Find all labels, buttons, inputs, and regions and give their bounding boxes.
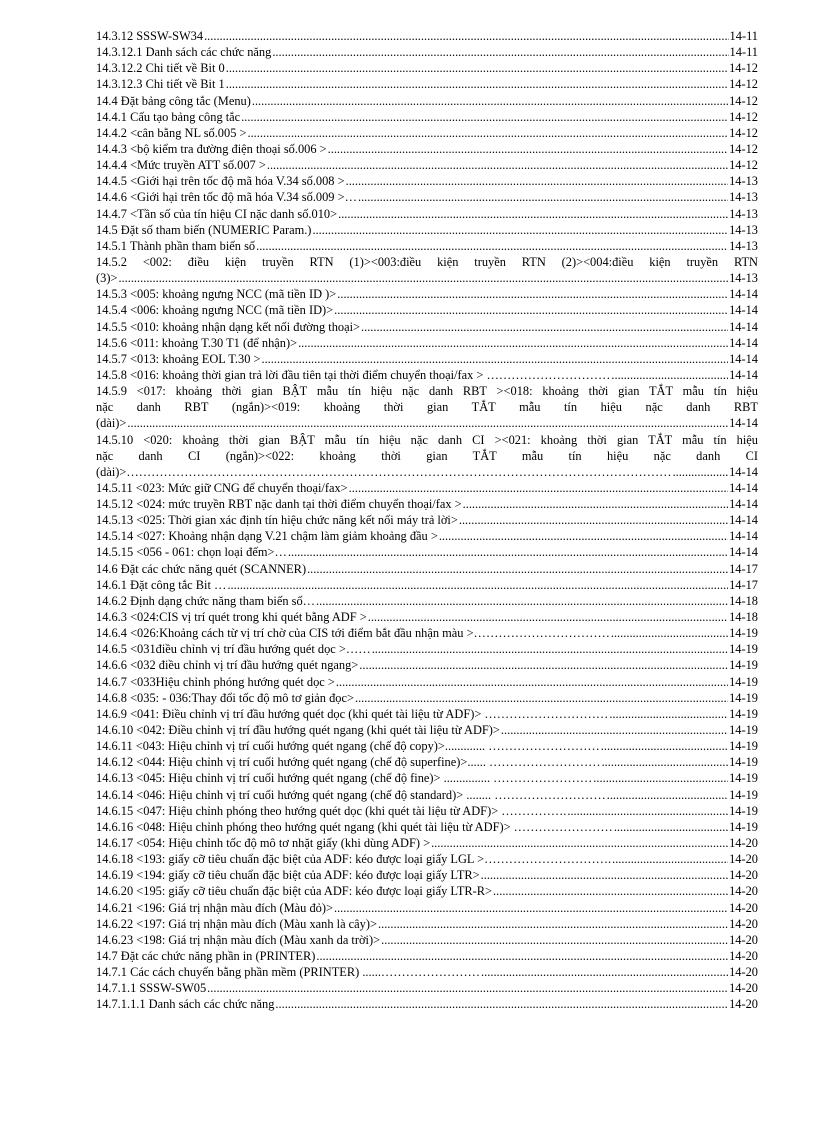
toc-entry-title: 14.6.1 Đặt công tắc Bit …	[96, 577, 227, 592]
toc-leader-dots	[336, 674, 728, 690]
toc-entry-title: 14.6.17 <054: Hiệu chỉnh tốc độ mô tơ nhặt giấy (khi dùng ADF) >	[96, 836, 431, 851]
toc-entry-page-number: 14-20	[729, 997, 758, 1012]
toc-entry[interactable]	[96, 980, 758, 996]
toc-entry[interactable]	[96, 528, 758, 544]
toc-entry[interactable]	[96, 125, 758, 141]
toc-leader-dots	[256, 238, 728, 254]
toc-leader-dots	[459, 512, 728, 528]
toc-entry-page-number: 14-13	[729, 206, 758, 221]
toc-entry[interactable]	[96, 948, 758, 964]
toc-leader-dots	[118, 270, 728, 286]
toc-entry-title: 14.4.3 <bộ kiểm tra đường điện thoại số.006 >	[96, 141, 327, 156]
toc-entry-page-number: 14-14	[729, 335, 758, 350]
toc-entry-title: 14.6.4 <026:Khoảng cách từ vị trí chờ của CIS tới điểm bắt đầu nhận màu >……………………………	[96, 626, 610, 641]
toc-entry-title: 14.5.4 <006: khoảng ngưng NCC (mã tiền ID)>	[96, 303, 334, 318]
toc-entry-title: 14.4.2 <cân bằng NL số.005 >	[96, 125, 247, 140]
toc-entry[interactable]	[96, 770, 758, 786]
toc-entry-title: 14.6.3 <024:CIS vị trí quét trong khi quét bằng ADF >	[96, 610, 367, 625]
toc-entry-page-number: 14-14	[729, 287, 758, 302]
toc-entry-title: 14.6.9 <041: Điều chỉnh vị trí đầu hướng quét dọc (khi quét tài liệu từ ADF)> …………………………	[96, 706, 609, 721]
toc-entry[interactable]	[96, 561, 758, 577]
toc-entry-title: 14.5.15 <056 - 061: chọn loại đếm>…	[96, 545, 287, 560]
toc-entry[interactable]	[96, 44, 758, 60]
toc-leader-dots	[316, 948, 728, 964]
toc-leader-dots	[252, 93, 728, 109]
toc-entry[interactable]	[96, 883, 758, 899]
toc-entry-continued-line: 14.5.10 <020: khoảng thời gian BẬT mẫu tín hiệu nặc danh CI ><021: khoảng thời gian TẮT mẫu tín hiệu	[96, 432, 758, 447]
toc-entry[interactable]	[96, 93, 758, 109]
toc-entry[interactable]	[96, 157, 758, 173]
toc-leader-dots	[358, 189, 728, 205]
toc-entry-continued-line: nặc danh RBT (ngắn)><019: khoảng thời gian TẮT mẫu tín hiệu nặc danh RBT	[96, 400, 758, 415]
toc-entry[interactable]	[96, 480, 758, 496]
toc-entry-title: 14.6.16 <048: Hiệu chỉnh phóng theo hướng quét ngang (khi quét tài liệu từ ADF)> ……………………	[96, 819, 613, 834]
toc-entry-title: 14.4.7 <Tần số của tín hiệu CI nặc danh số.010>	[96, 206, 338, 221]
toc-entry-title: 14.7.1 Các cách chuyển bằng phần mềm (PRINTER) ......……………………	[96, 965, 481, 980]
toc-leader-dots	[204, 28, 728, 44]
toc-entry-page-number: 14-20	[729, 852, 758, 867]
toc-leader-dots	[567, 803, 728, 819]
toc-entry-page-number: 14-19	[729, 787, 758, 802]
toc-leader-dots	[227, 577, 728, 593]
toc-entry-page-number: 14-19	[729, 658, 758, 673]
toc-leader-dots	[346, 173, 728, 189]
toc-entry[interactable]	[96, 60, 758, 76]
toc-entry-page-number: 14-19	[729, 739, 758, 754]
toc-leader-dots	[337, 286, 728, 302]
toc-leader-dots	[612, 851, 728, 867]
toc-entry-title: 14.5.12 <024: mức truyền RBT nặc danh tại thời điểm chuyển thoại/fax >	[96, 497, 462, 512]
toc-entry[interactable]	[96, 189, 758, 205]
toc-leader-dots	[267, 157, 728, 173]
toc-leader-dots	[463, 496, 728, 512]
toc-leader-dots	[355, 690, 728, 706]
toc-entry-title: 14.6.8 <035: - 036:Thay đổi tốc độ mô tơ giản đọc>	[96, 690, 354, 705]
toc-entry[interactable]	[96, 367, 758, 383]
toc-leader-dots	[378, 916, 728, 932]
toc-leader-dots	[226, 60, 728, 76]
toc-entry-page-number: 14-12	[729, 158, 758, 173]
toc-entry-page-number: 14-20	[729, 836, 758, 851]
toc-entry[interactable]	[96, 28, 758, 44]
toc-entry[interactable]	[96, 577, 758, 593]
toc-entry[interactable]	[96, 286, 758, 302]
toc-leader-dots	[431, 835, 728, 851]
toc-entry-page-number: 14-18	[729, 593, 758, 608]
toc-entry-title: 14.6.2 Định dạng chức năng tham biến số…	[96, 593, 316, 608]
toc-entry-title: 14.5.13 <025: Thời gian xác định tín hiệu chức năng kết nối máy trả lời>	[96, 513, 458, 528]
toc-entry-page-number: 14-14	[729, 303, 758, 318]
toc-entry-page-number: 14-19	[729, 706, 758, 721]
toc-leader-dots	[611, 367, 728, 383]
toc-entry[interactable]	[96, 609, 758, 625]
toc-entry-page-number: 14-12	[729, 141, 758, 156]
toc-entry-page-number: 14-12	[729, 93, 758, 108]
toc-entry[interactable]	[96, 141, 758, 157]
toc-entry-title: 14.7.1.1.1 Danh sách các chức năng	[96, 997, 275, 1012]
toc-entry-page-number: 14-20	[729, 932, 758, 947]
toc-entry-title: 14.5.3 <005: khoảng ngưng NCC (mã tiền ID )>	[96, 287, 337, 302]
toc-entry-page-number: 14-14	[729, 351, 758, 366]
toc-leader-dots	[368, 609, 728, 625]
toc-entry[interactable]	[96, 351, 758, 367]
toc-entry-title: 14.7 Đặt các chức năng phần in (PRINTER)	[96, 949, 316, 963]
toc-entry[interactable]	[96, 722, 758, 738]
toc-entry-page-number: 14-14	[729, 513, 758, 528]
toc-entry-title: 14.6.18 <193: giấy cỡ tiêu chuẩn đặc biệt của ADF: kéo được loại giấy LGL >………………………….	[96, 852, 612, 867]
toc-leader-dots	[207, 980, 728, 996]
toc-entry[interactable]	[96, 803, 758, 819]
toc-entry[interactable]	[96, 851, 758, 867]
toc-leader-dots	[601, 738, 728, 754]
toc-entry[interactable]	[96, 738, 758, 754]
toc-entry[interactable]	[96, 270, 758, 286]
toc-entry-title: 14.5.5 <010: khoảng nhận dạng kết nối đường thoại>	[96, 319, 361, 334]
toc-entry-continued-line: 14.5.9 <017: khoảng thời gian BẬT mẫu tín hiệu nặc danh RBT ><018: khoảng thời gian TẮT mẫu tín hiệu	[96, 384, 758, 399]
toc-entry[interactable]	[96, 900, 758, 916]
toc-entry[interactable]	[96, 964, 758, 980]
toc-leader-dots	[334, 900, 728, 916]
toc-leader-dots	[226, 76, 728, 92]
toc-entry-title: 14.6 Đặt các chức năng quét (SCANNER)	[96, 561, 307, 576]
toc-entry[interactable]	[96, 206, 758, 222]
table-of-contents	[96, 28, 758, 1013]
toc-entry[interactable]	[96, 706, 758, 722]
toc-entry-page-number: 14-14	[729, 529, 758, 544]
toc-entry-title: 14.6.15 <047: Hiệu chỉnh phóng theo hướng quét dọc (khi quét tài liệu từ ADF)> …………….	[96, 803, 567, 818]
toc-entry[interactable]	[96, 690, 758, 706]
toc-entry[interactable]	[96, 787, 758, 803]
toc-entry-page-number: 14-14	[729, 367, 758, 382]
toc-entry-title: 14.4.6 <Giới hại trên tốc độ mã hóa V.34 số.009 >…	[96, 190, 357, 205]
toc-entry[interactable]	[96, 415, 758, 431]
toc-entry-continued-line: nặc danh CI (ngắn)><022: khoảng thời gian TẮT mẫu tín hiệu nặc danh CI	[96, 448, 758, 463]
toc-entry-title: 14.6.11 <043: Hiệu chỉnh vị trí cuối hướng quét ngang (chế độ copy)>............. ………………………	[96, 739, 600, 754]
toc-entry-page-number: 14-12	[729, 77, 758, 92]
toc-entry-title: 14.4.4 <Mức truyền ATT số.007 >	[96, 158, 266, 173]
toc-entry-page-number: 14-14	[729, 545, 758, 560]
toc-entry-title: 14.5.7 <013: khoảng EOL T.30 >	[96, 351, 261, 366]
toc-entry-title: 14.6.20 <195: giấy cỡ tiêu chuẩn đặc biệt của ADF: kéo được loại giấy LTR-R>	[96, 884, 493, 899]
toc-entry[interactable]	[96, 464, 758, 480]
toc-leader-dots	[361, 319, 728, 335]
toc-entry-continued-line: 14.5.2 <002: điều kiện truyền RTN (1)><003:điều kiện truyền RTN (2)><004:điều kiện truyền RTN	[96, 254, 758, 269]
toc-entry[interactable]	[96, 335, 758, 351]
toc-entry-page-number: 14-19	[729, 626, 758, 641]
toc-entry-page-number: 14-13	[729, 222, 758, 237]
toc-entry-title: 14.6.6 <032 điều chỉnh vị trí đầu hướng quét ngang>	[96, 658, 359, 673]
toc-entry-page-number: 14-19	[729, 755, 758, 770]
toc-entry-title: 14.6.14 <046: Hiệu chỉnh vị trí cuối hướng quét ngang (chế độ standard)> ........ ………………………	[96, 787, 606, 802]
toc-entry-page-number: 14-19	[729, 771, 758, 786]
toc-leader-dots	[298, 335, 728, 351]
toc-leader-dots	[316, 593, 728, 609]
toc-entry-page-number: 14-20	[729, 868, 758, 883]
toc-entry-title: 14.5.1 Thành phần tham biến số	[96, 238, 256, 253]
toc-entry-title: 14.4.5 <Giới hại trên tốc độ mã hóa V.34 số.008 >	[96, 174, 345, 189]
toc-entry-title: 14.4.1 Cấu tạo bảng công tắc	[96, 109, 241, 124]
toc-entry-title: 14.6.23 <198: Giá trị nhận màu đích (Màu xanh da trời)>	[96, 932, 381, 947]
toc-entry-title: 14.6.5 <031điều chỉnh vị trí đầu hướng quét dọc >……	[96, 642, 371, 657]
toc-entry[interactable]	[96, 641, 758, 657]
toc-leader-dots	[288, 545, 728, 561]
toc-entry[interactable]	[96, 916, 758, 932]
toc-entry[interactable]	[96, 754, 758, 770]
toc-entry-title: (dài)>	[96, 416, 127, 431]
toc-entry-page-number: 14-20	[729, 900, 758, 915]
toc-entry[interactable]	[96, 173, 758, 189]
toc-leader-dots	[602, 754, 729, 770]
toc-leader-dots	[241, 109, 728, 125]
toc-entry[interactable]	[96, 76, 758, 92]
toc-entry-page-number: 14-14	[729, 497, 758, 512]
toc-entry-page-number: 14-19	[729, 642, 758, 657]
toc-entry[interactable]	[96, 302, 758, 318]
toc-entry-page-number: 14-17	[729, 561, 758, 576]
toc-entry[interactable]	[96, 512, 758, 528]
toc-entry[interactable]	[96, 657, 758, 673]
toc-leader-dots	[312, 222, 728, 238]
toc-entry-page-number: 14-20	[729, 965, 758, 980]
toc-leader-dots	[607, 787, 728, 803]
toc-entry-title: 14.6.19 <194: giấy cỡ tiêu chuẩn đặc biệt của ADF: kéo được loại giấy LTR>	[96, 868, 480, 883]
toc-entry[interactable]	[96, 835, 758, 851]
toc-entry-page-number: 14-19	[729, 723, 758, 738]
toc-leader-dots	[611, 625, 728, 641]
toc-leader-dots	[481, 964, 728, 980]
toc-leader-dots	[372, 641, 728, 657]
toc-entry-page-number: 14-19	[729, 674, 758, 689]
toc-leader-dots	[493, 883, 728, 899]
toc-entry-page-number: 14-19	[729, 803, 758, 818]
toc-entry-title: 14.5 Đặt số tham biến (NUMERIC Param.)	[96, 222, 312, 237]
toc-entry-title: 14.3.12.2 Chi tiết về Bit 0	[96, 61, 225, 76]
toc-leader-dots	[272, 44, 728, 60]
toc-entry-page-number: 14-13	[729, 271, 758, 286]
toc-entry-page-number: 14-11	[729, 45, 758, 60]
toc-entry-title: 14.3.12.1 Danh sách các chức năng	[96, 45, 272, 60]
toc-entry-title: 14.6.22 <197: Giá trị nhận màu đích (Màu xanh là cây)>	[96, 916, 377, 931]
toc-leader-dots	[275, 996, 728, 1012]
toc-entry-title: 14.5.11 <023: Mức giữ CNG để chuyển thoại/fax>	[96, 480, 348, 495]
toc-entry-page-number: 14-17	[729, 577, 758, 592]
toc-entry-page-number: 14-13	[729, 190, 758, 205]
toc-leader-dots	[338, 206, 728, 222]
toc-leader-dots	[501, 722, 728, 738]
toc-entry-title: 14.6.13 <045: Hiệu chỉnh vị trí cuối hướng quét ngang (chế độ fine)> ............... ……………………	[96, 771, 593, 786]
toc-entry-page-number: 14-14	[729, 319, 758, 334]
toc-leader-dots	[673, 464, 729, 480]
toc-entry-page-number: 14-19	[729, 690, 758, 705]
toc-entry-title: 14.6.12 <044: Hiệu chỉnh vị trí cuối hướng quét ngang (chế độ superfine)>...... ………………………	[96, 755, 601, 770]
toc-entry-page-number: 14-20	[729, 916, 758, 931]
toc-entry[interactable]	[96, 319, 758, 335]
toc-entry-page-number: 14-18	[729, 610, 758, 625]
toc-entry-title: 14.5.8 <016: khoảng thời gian trả lời đầu tiên tại thời điểm chuyển thoại/fax > …………………………	[96, 367, 611, 382]
toc-entry-title: (3)>	[96, 271, 118, 286]
toc-entry-page-number: 14-12	[729, 109, 758, 124]
toc-entry-page-number: 14-11	[729, 28, 758, 43]
toc-leader-dots	[381, 932, 728, 948]
toc-entry[interactable]	[96, 867, 758, 883]
toc-entry-page-number: 14-20	[729, 884, 758, 899]
toc-entry-page-number: 14-12	[729, 125, 758, 140]
toc-entry[interactable]	[96, 496, 758, 512]
toc-entry-title: 14.6.21 <196: Giá trị nhận màu đích (Màu đỏ)>	[96, 900, 333, 915]
toc-entry-page-number: 14-13	[729, 238, 758, 253]
toc-entry-page-number: 14-14	[729, 464, 758, 479]
toc-leader-dots	[328, 141, 728, 157]
toc-leader-dots	[349, 480, 728, 496]
toc-entry[interactable]	[96, 625, 758, 641]
toc-entry-title: 14.5.14 <027: Khoảng nhận dạng V.21 chậm làm giảm khoảng đầu >	[96, 529, 438, 544]
toc-leader-dots	[614, 819, 728, 835]
toc-leader-dots	[307, 561, 728, 577]
toc-entry-title: 14.6.7 <033Hiệu chỉnh phóng hướng quét dọc >	[96, 674, 335, 689]
toc-leader-dots	[359, 657, 728, 673]
toc-leader-dots	[481, 867, 728, 883]
toc-entry-page-number: 14-20	[729, 981, 758, 996]
toc-entry-title: 14.7.1.1 SSSW-SW05	[96, 981, 207, 996]
toc-entry-title: (dài)>……………………………………………………………………………………………………………………	[96, 464, 672, 479]
toc-leader-dots	[439, 528, 728, 544]
toc-leader-dots	[593, 770, 728, 786]
toc-entry-page-number: 14-14	[729, 416, 758, 431]
toc-entry[interactable]	[96, 109, 758, 125]
toc-leader-dots	[334, 302, 728, 318]
toc-entry-page-number: 14-19	[729, 819, 758, 834]
toc-leader-dots	[247, 125, 728, 141]
toc-entry[interactable]	[96, 996, 758, 1012]
toc-entry-page-number: 14-14	[729, 480, 758, 495]
toc-entry[interactable]	[96, 545, 758, 561]
toc-entry[interactable]	[96, 238, 758, 254]
toc-entry-page-number: 14-13	[729, 174, 758, 189]
toc-entry-title: 14.3.12.3 Chi tiết về Bit 1	[96, 77, 225, 92]
toc-leader-dots	[261, 351, 728, 367]
toc-leader-dots	[609, 706, 728, 722]
toc-entry-page-number: 14-20	[729, 949, 758, 963]
toc-entry-title: 14.3.12 SSSW-SW34	[96, 28, 204, 43]
toc-entry[interactable]	[96, 819, 758, 835]
toc-entry-title: 14.5.6 <011: khoảng T.30 T1 (để nhận)>	[96, 335, 298, 350]
toc-entry[interactable]	[96, 932, 758, 948]
toc-entry-title: 14.4 Đặt bảng công tắc (Menu)	[96, 93, 251, 108]
toc-leader-dots	[127, 415, 728, 431]
toc-entry[interactable]	[96, 593, 758, 609]
toc-entry-title: 14.6.10 <042: Điều chỉnh vị trí đầu hướng quét ngang (khi quét tài liệu từ ADF)>	[96, 723, 500, 738]
toc-entry[interactable]	[96, 674, 758, 690]
toc-entry-page-number: 14-12	[729, 61, 758, 76]
toc-entry[interactable]	[96, 222, 758, 238]
